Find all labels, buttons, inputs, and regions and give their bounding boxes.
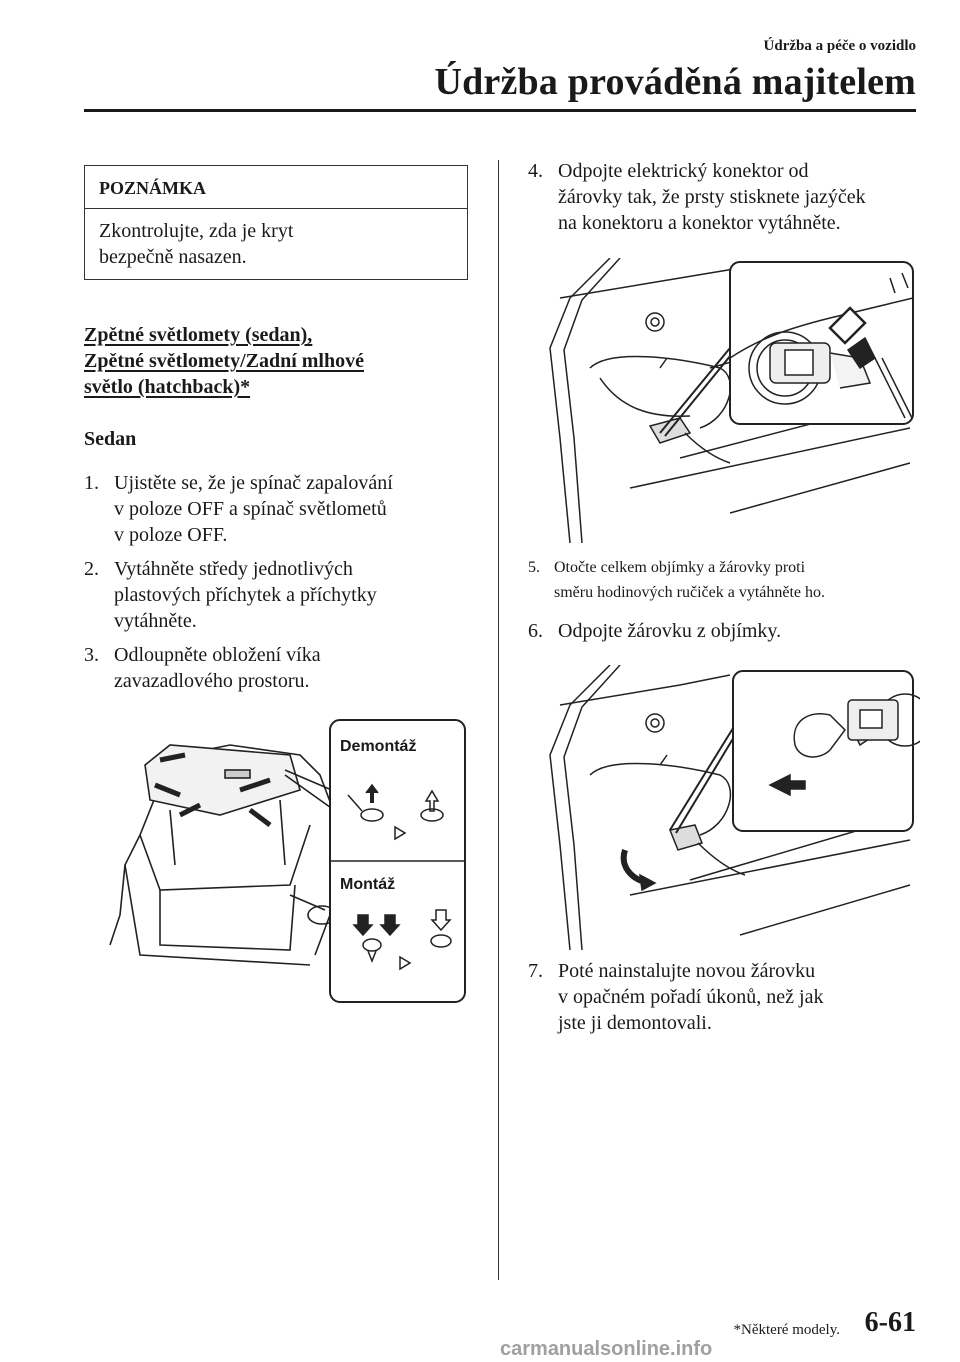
figure-label-install: Montáž (340, 876, 396, 893)
step-line: směru hodinových ručiček a vytáhněte ho. (554, 584, 826, 601)
step-text (558, 958, 823, 1036)
step-line: plastových příchytek a příchytky (114, 584, 377, 606)
section-heading-line: Zpětné světlomety (sedan), (84, 324, 313, 346)
step-text (114, 470, 393, 548)
page-title: Údržba prováděná majitelem (434, 61, 916, 103)
step-line: vytáhněte. (114, 610, 197, 632)
step-7 (528, 958, 948, 1038)
step-1 (84, 470, 484, 550)
step-line: žárovky tak, že prsty stisknete jazýček (558, 186, 866, 208)
step-line: Ujistěte se, že je spínač zapalování (114, 472, 393, 494)
note-divider (85, 208, 467, 209)
step-line: Vytáhněte středy jednotlivých (114, 558, 353, 580)
step-text (558, 158, 866, 236)
step-text (558, 618, 781, 644)
step-line: v poloze OFF. (114, 524, 228, 546)
trunk-trim-illustration (100, 715, 470, 1005)
header-section-label: Údržba a péče o vozidlo (763, 38, 916, 54)
column-divider (498, 160, 499, 1280)
note-line: bezpečně nasazen. (99, 246, 247, 268)
header-rule (84, 109, 916, 112)
note-box (84, 165, 468, 280)
step-line: v opačném pořadí úkonů, než jak (558, 986, 824, 1008)
step-number: 6. (528, 620, 543, 642)
step-number: 7. (528, 960, 543, 982)
step-4 (528, 158, 948, 238)
step-5 (528, 555, 948, 609)
section-heading-line: Zpětné světlomety/Zadní mlhové (84, 350, 364, 372)
step-number: 1. (84, 472, 99, 494)
page-number: 6-61 (864, 1307, 916, 1338)
section-heading-line: světlo (hatchback)* (84, 376, 251, 398)
note-text (99, 218, 439, 270)
watermark: carmanualsonline.info (500, 1338, 713, 1360)
step-number: 4. (528, 160, 543, 182)
step-line: Poté nainstalujte novou žárovku (558, 960, 816, 982)
connector-removal-illustration (530, 258, 920, 543)
step-line: Odloupněte obložení víka (114, 644, 321, 666)
section-heading (84, 322, 484, 400)
figure-label-remove: Demontáž (340, 738, 417, 755)
step-text (114, 642, 321, 694)
note-line: Zkontrolujte, zda je kryt (99, 220, 294, 242)
subheading-sedan: Sedan (84, 428, 137, 450)
step-line: na konektoru a konektor vytáhněte. (558, 212, 841, 234)
step-line: Odpojte žárovku z objímky. (558, 620, 782, 642)
step-line: Odpojte elektrický konektor od (558, 160, 809, 182)
step-number: 3. (84, 644, 99, 666)
step-text (554, 555, 825, 605)
step-text (114, 556, 377, 634)
note-title: POZNÁMKA (99, 178, 206, 198)
step-number: 2. (84, 558, 99, 580)
step-line: zavazadlového prostoru. (114, 670, 310, 692)
step-2 (84, 556, 484, 636)
footer-note: *Některé modely. (733, 1322, 840, 1338)
step-3 (84, 642, 484, 698)
step-number: 5. (528, 559, 540, 576)
step-6 (528, 618, 948, 648)
step-line: jste ji demontovali. (558, 1012, 712, 1034)
step-line: v poloze OFF a spínač světlometů (114, 498, 387, 520)
bulb-removal-illustration (530, 665, 920, 950)
step-line: Otočte celkem objímky a žárovky proti (554, 559, 806, 576)
